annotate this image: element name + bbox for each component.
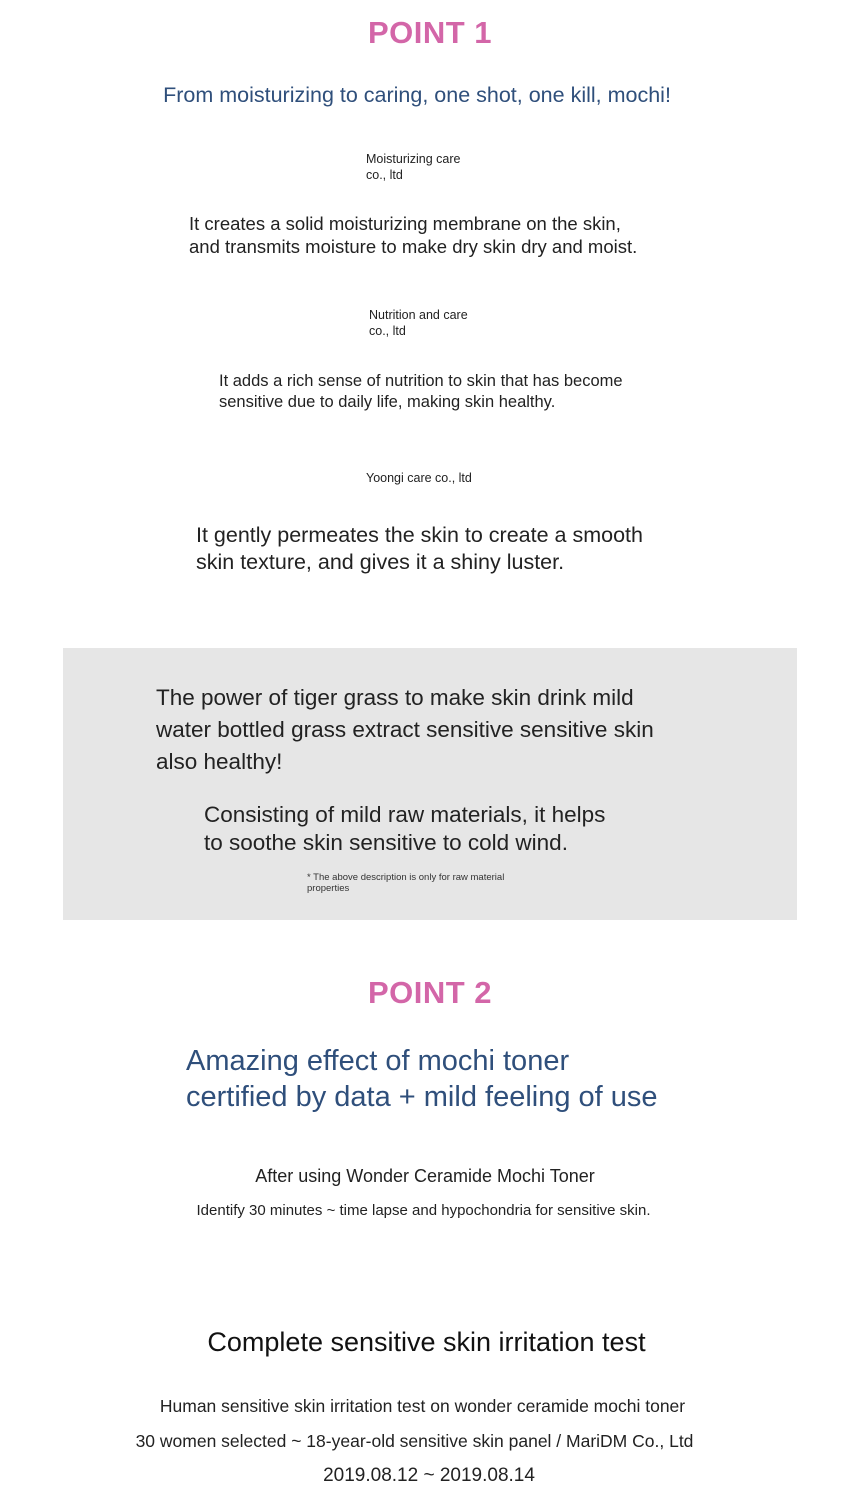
irritation-test-dates: 2019.08.12 ~ 2019.08.14 — [323, 1465, 535, 1486]
point-1-headline: From moisturizing to caring, one shot, one kill, mochi! — [163, 83, 671, 107]
ingredient-title: Yoongi care co., ltd — [366, 471, 472, 485]
after-using-text: After using Wonder Ceramide Mochi Toner — [255, 1166, 595, 1186]
ingredient-block-moisturizing — [366, 151, 460, 183]
ingredient-desc-nutrition — [219, 371, 623, 413]
desc-line: It adds a rich sense of nutrition to skin that has become — [219, 372, 623, 390]
tiger-grass-line: The power of tiger grass to make skin drink mild — [156, 685, 634, 710]
note-line: * The above description is only for raw material — [307, 872, 505, 883]
point-2-label: POINT 2 — [367, 975, 493, 1010]
ingredient-block-yoongi — [366, 470, 472, 486]
tiger-grass-sub-line: Consisting of mild raw materials, it helps — [204, 802, 606, 827]
tiger-grass-line: water bottled grass extract sensitive sensitive skin — [156, 717, 654, 742]
ingredient-block-nutrition — [369, 307, 468, 339]
irritation-test-panel: 30 women selected ~ 18-year-old sensitive skin panel / MariDM Co., Ltd — [135, 1431, 694, 1451]
ingredient-title-cont: co., ltd — [369, 324, 406, 338]
desc-line: It gently permeates the skin to create a smooth — [196, 523, 643, 547]
point-2-headline-line: Amazing effect of mochi toner — [186, 1045, 570, 1077]
tiger-grass-main-text — [156, 682, 654, 778]
ingredient-title-cont: co., ltd — [366, 168, 403, 182]
tiger-grass-sub-text — [204, 801, 605, 857]
irritation-test-line: Human sensitive skin irritation test on wonder ceramide mochi toner — [159, 1396, 686, 1416]
desc-line: and transmits moisture to make dry skin dry and moist. — [189, 236, 638, 257]
desc-line: sensitive due to daily life, making skin healthy. — [219, 393, 556, 411]
raw-material-note — [307, 872, 504, 894]
tiger-grass-line: also healthy! — [156, 749, 283, 774]
desc-line: It creates a solid moisturizing membrane on the skin, — [189, 213, 621, 234]
point-1-label: POINT 1 — [367, 15, 493, 50]
identify-text: Identify 30 minutes ~ time lapse and hypochondria for sensitive skin. — [196, 1202, 651, 1219]
desc-line: skin texture, and gives it a shiny luster. — [196, 550, 565, 574]
tiger-grass-sub-line: to soothe skin sensitive to cold wind. — [204, 830, 568, 855]
irritation-test-title: Complete sensitive skin irritation test — [207, 1327, 646, 1357]
ingredient-title: Nutrition and care — [369, 308, 468, 322]
ingredient-desc-yoongi — [196, 522, 643, 576]
ingredient-desc-moisturizing — [189, 212, 637, 258]
ingredient-title: Moisturizing care — [366, 152, 461, 166]
note-line: properties — [307, 883, 350, 894]
point-2-headline-line: certified by data + mild feeling of use — [186, 1081, 658, 1113]
point-2-headline — [186, 1043, 658, 1115]
